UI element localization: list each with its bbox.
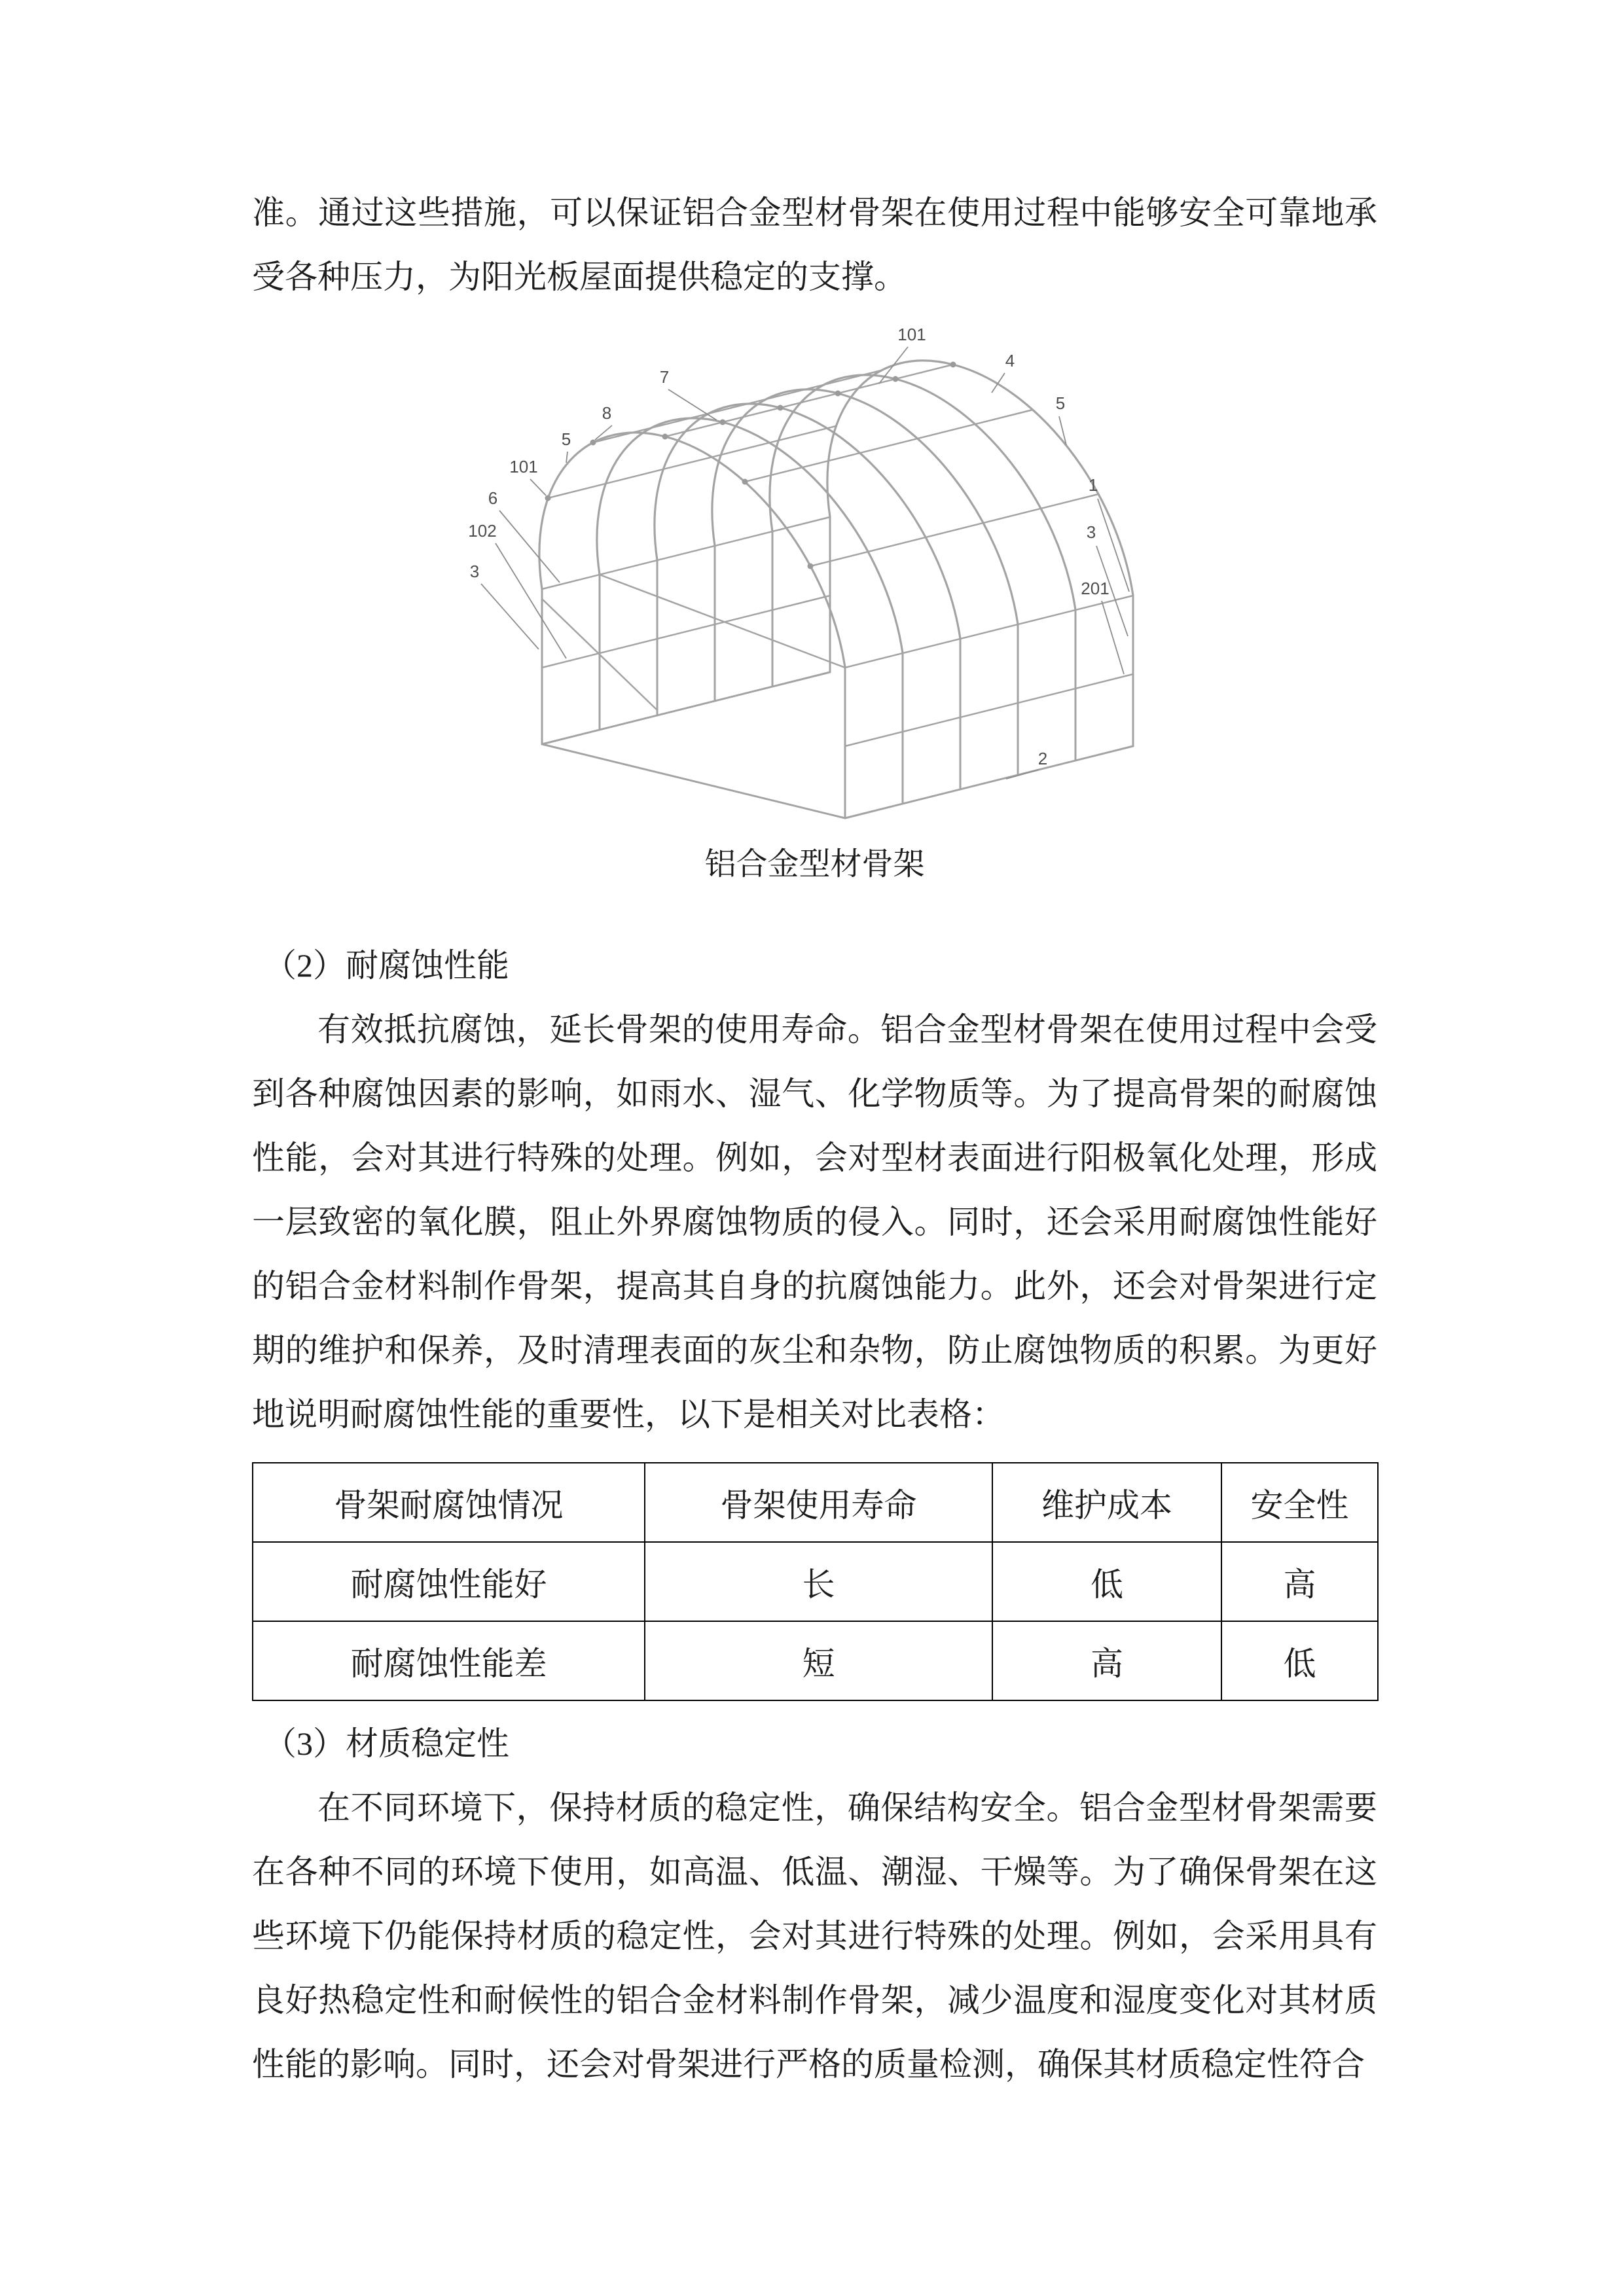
callout-leader-line bbox=[668, 389, 717, 420]
corrosion-comparison-table bbox=[252, 1462, 1379, 1701]
figure-callout-label: 101 bbox=[897, 327, 926, 344]
figure-callouts bbox=[468, 327, 1129, 779]
aluminum-frame-figure bbox=[252, 327, 1377, 888]
section-2-heading: （2）耐腐蚀性能 bbox=[264, 947, 509, 984]
table-header-cell: 安全性 bbox=[1221, 1463, 1378, 1542]
table-cell: 低 bbox=[1221, 1621, 1378, 1700]
paragraph-continuation: 准。通过这些措施，可以保证铝合金型材骨架在使用过程中能够安全可靠地承受各种压力，为阳光板屋面提供稳定的支撑。 bbox=[252, 194, 1377, 295]
figure-callout-label: 3 bbox=[1086, 522, 1096, 542]
callout-leader-line bbox=[992, 373, 1005, 393]
callout-leader-line bbox=[566, 452, 568, 463]
table-cell: 高 bbox=[1221, 1542, 1378, 1621]
figure-caption: 铝合金型材骨架 bbox=[704, 847, 925, 882]
table-cell: 耐腐蚀性能差 bbox=[253, 1621, 645, 1700]
table-header-cell: 骨架耐腐蚀情况 bbox=[253, 1463, 645, 1542]
table-cell: 长 bbox=[645, 1542, 992, 1621]
callout-leader-line bbox=[1006, 770, 1039, 779]
purlin-connector-dots bbox=[545, 362, 956, 569]
table-header-row bbox=[253, 1463, 1378, 1542]
callout-leader-line bbox=[1098, 499, 1129, 592]
figure-callout-label: 5 bbox=[561, 429, 571, 449]
figure-callout-label: 4 bbox=[1005, 351, 1015, 370]
figure-callout-label: 201 bbox=[1080, 579, 1110, 598]
section-3-paragraph: 在不同环境下，保持材质的稳定性，确保结构安全。铝合金型材骨架需要在各种不同的环境下使用，如高温、低温、潮湿、干燥等。为了确保骨架在这些环境下仍能保持材质的稳定性，会对其进行特殊的处理。例如，会采用具有良好热稳定性和耐候性的铝合金材料制作骨架，减少温度和湿度变化对其材质性能的影响。同时，还会对骨架进行严格的质量检测，确保其材质稳定性符合 bbox=[252, 1789, 1377, 2083]
callout-leader-line bbox=[530, 479, 546, 495]
section-3-heading: （3）材质稳定性 bbox=[264, 1725, 509, 1762]
table-row bbox=[253, 1621, 1378, 1700]
section-2-paragraph: 有效抵抗腐蚀，延长骨架的使用寿命。铝合金型材骨架在使用过程中会受到各种腐蚀因素的影响，如雨水、湿气、化学物质等。为了提高骨架的耐腐蚀性能，会对其进行特殊的处理。例如，会对型材表面进行阳极氧化处理，形成一层致密的氧化膜，阻止外界腐蚀物质的侵入。同时，还会采用耐腐蚀性能好的铝合金材料制作骨架，提高其自身的抗腐蚀能力。此外，还会对骨架进行定期的维护和保养，及时清理表面的灰尘和杂物，防止腐蚀物质的积累。为更好地说明耐腐蚀性能的重要性，以下是相关对比表格： bbox=[252, 1011, 1377, 1433]
figure-callout-label: 8 bbox=[602, 403, 611, 423]
callout-leader-line bbox=[1102, 601, 1124, 674]
figure-callout-label: 1 bbox=[1088, 475, 1098, 495]
table-cell: 短 bbox=[645, 1621, 992, 1700]
table-cell: 低 bbox=[992, 1542, 1221, 1621]
figure-callout-label: 102 bbox=[467, 521, 497, 541]
table-cell: 耐腐蚀性能好 bbox=[253, 1542, 645, 1621]
aluminum-frame-diagram bbox=[468, 327, 1162, 838]
table-header-cell: 维护成本 bbox=[992, 1463, 1221, 1542]
figure-callout-label: 2 bbox=[1038, 749, 1047, 768]
figure-callout-label: 101 bbox=[509, 457, 538, 476]
figure-callout-label: 7 bbox=[659, 367, 669, 387]
figure-callout-label: 6 bbox=[488, 488, 497, 508]
table-cell: 高 bbox=[992, 1621, 1221, 1700]
callout-leader-line bbox=[499, 511, 560, 583]
callout-leader-line bbox=[481, 584, 539, 649]
table-row bbox=[253, 1542, 1378, 1621]
figure-callout-label: 5 bbox=[1055, 393, 1065, 413]
table-header-cell: 骨架使用寿命 bbox=[645, 1463, 992, 1542]
figure-callout-label: 3 bbox=[469, 562, 479, 581]
